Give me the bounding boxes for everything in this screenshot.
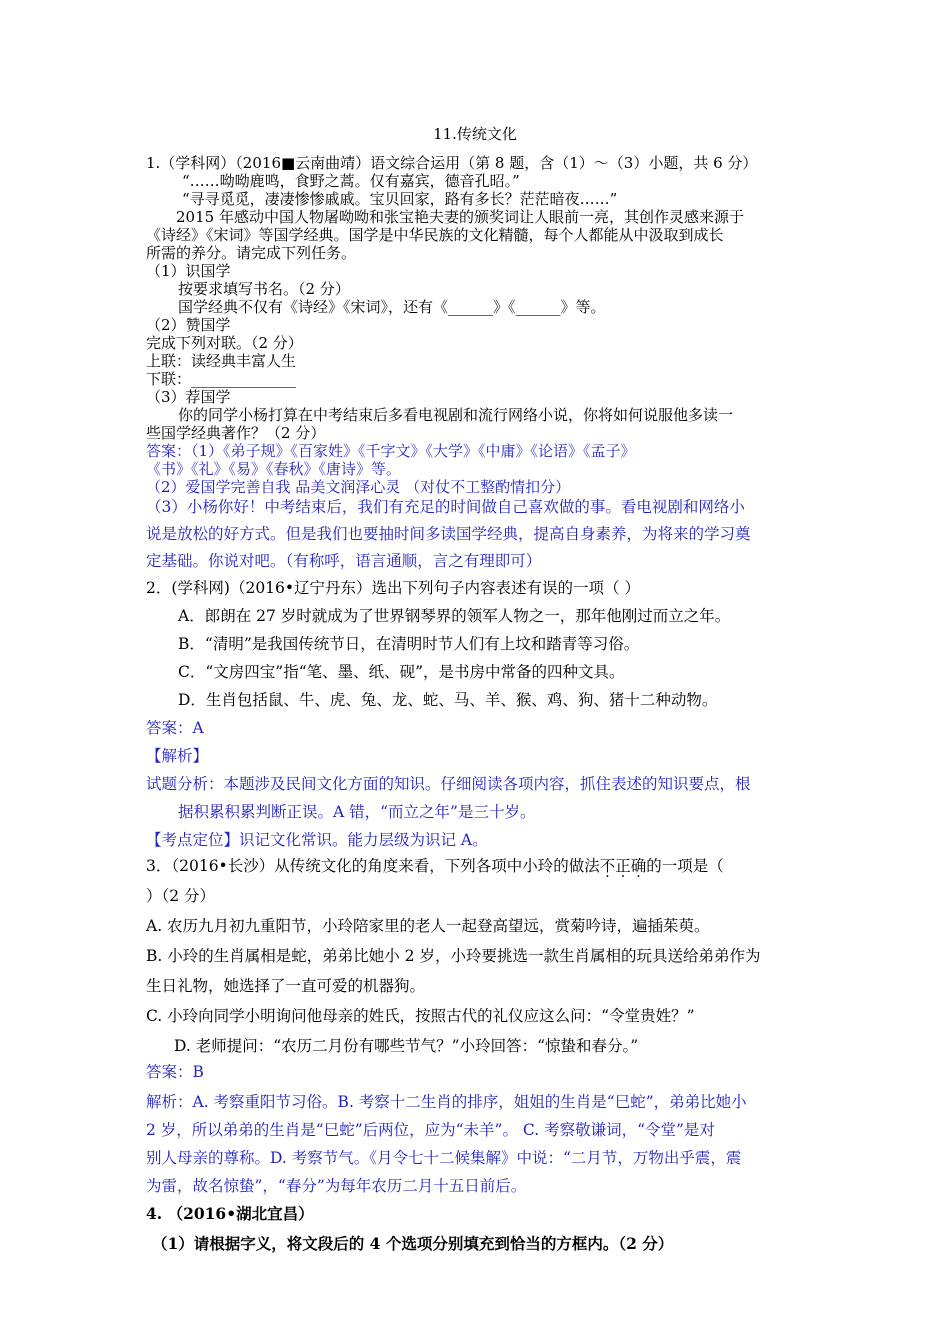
- q1-subtask-2-title: （2）赞国学: [146, 316, 231, 334]
- q1-subtask-1-instruction: 按要求填写书名。（2 分）: [178, 280, 350, 298]
- q1-answer-line-2: 《书》《礼》《易》《春秋》《唐诗》等。: [146, 460, 402, 478]
- q3-explanation-line-2: 2 岁，所以弟弟的生肖是“巳蛇”后两位，应为“未羊”。 C. 考察敬谦词，“令堂”是对: [146, 1121, 715, 1139]
- q1-subtask-3-line-2: 些国学经典著作？（2 分）: [146, 424, 326, 442]
- q1-answer-line-3: （2）爱国学完善自我 品美文润泽心灵 （对仗不工整酌情扣分）: [146, 478, 571, 496]
- q2-analysis-line-2: 据积累积累判断正误。A 错，“而立之年”是三十岁。: [178, 803, 536, 821]
- q1-subtask-3-line-1: 你的同学小杨打算在中考结束后多看电视剧和流行网络小说，你将如何说服他多读一: [178, 406, 734, 424]
- q2-option-d: D．生肖包括鼠、牛、虎、兔、龙、蛇、马、羊、猴、鸡、狗、猪十二种动物。: [178, 691, 718, 709]
- q1-subtask-3-title: （3）荐国学: [146, 388, 231, 406]
- q1-subtask-1-blank-line: 国学经典不仅有《诗经》《宋词》，还有《______》《______》等。: [178, 298, 606, 316]
- q2-option-b: B．“清明”是我国传统节日，在清明时节人们有上坟和踏青等习俗。: [178, 635, 640, 653]
- q1-paragraph-line-3: 所需的养分。请完成下列任务。: [146, 244, 357, 262]
- q3-option-a: A. 农历九月初九重阳节，小玲陪家里的老人一起登高望远，赏菊吟诗，遍插茱萸。: [146, 917, 710, 935]
- q2-answer: 答案：A: [146, 719, 204, 737]
- q3-option-b-line-2: 生日礼物，她选择了一直可爱的机器狗。: [146, 977, 426, 995]
- q1-paragraph-line-2: 《诗经》《宋词》等国学经典。国学是中华民族的文化精髓，每个人都能从中汲取到成长: [146, 226, 724, 244]
- q3-answer: 答案：B: [146, 1063, 204, 1081]
- q1-paragraph-line-1: 2015 年感动中国人物屠呦呦和张宝艳夫妻的颁奖词让人眼前一亮，其创作灵感来源于: [176, 208, 744, 226]
- q3-header-line-2: ）（2 分）: [146, 887, 216, 905]
- q1-subtask-1-title: （1）识国学: [146, 262, 231, 280]
- q3-header-line-1: [146, 856, 724, 876]
- q1-header: 1.（学科网）（2016■云南曲靖）语文综合运用（第 8 题，含（1）～（3）小题，共 6 分）: [146, 154, 758, 172]
- q3-explanation-line-1: 解析：A. 考察重阳节习俗。B. 考察十二生肖的排序，姐姐的生肖是“巳蛇”，弟弟比她小: [146, 1093, 747, 1111]
- q1-quote-2: “寻寻觅觅，凄凄惨惨戚戚。宝贝回家，路有多长？茫茫暗夜……”: [182, 190, 618, 208]
- q1-subtask-2-instruction: 完成下列对联。（2 分）: [146, 334, 303, 352]
- q1-answer-line-1: 答案：（1）《弟子规》《百家姓》《千字文》《大学》《中庸》《论语》《孟子》: [146, 442, 636, 460]
- q4-header: 4. （2016•湖北宜昌）: [146, 1204, 314, 1223]
- q1-answer-line-6: 定基础。你说对吧。（有称呼，语言通顺，言之有理即可）: [146, 552, 542, 570]
- q2-kaodian: 【考点定位】识记文化常识。能力层级为识记 A。: [146, 831, 488, 849]
- q3-header-part-b: 的一项是（: [646, 857, 724, 875]
- q1-couplet-lower: 下联：______________: [146, 370, 297, 388]
- q3-explanation-line-4: 为雷，故名惊蛰”，“春分”为每年农历二月十五日前后。: [146, 1177, 527, 1195]
- q3-option-b-line-1: B. 小玲的生肖属相是蛇，弟弟比她小 2 岁，小玲要挑选一款生肖属相的玩具送给弟弟作为: [146, 947, 761, 965]
- q2-analysis-tag: 【解析】: [146, 747, 209, 765]
- q2-analysis-line-1: 试题分析：本题涉及民间文化方面的知识。仔细阅读各项内容，抓住表述的知识要点，根: [146, 775, 751, 793]
- q1-answer-line-4: （3）小杨你好！中考结束后，我们有充足的时间做自己喜欢做的事。看电视剧和网络小: [146, 498, 745, 516]
- q3-option-c: C. 小玲向同学小明询问他母亲的姓氏，按照古代的礼仪应这么问：“令堂贵姓？”: [146, 1007, 695, 1025]
- q1-quote-1: “……呦呦鹿鸣，食野之蒿。仅有嘉宾，德音孔昭。”: [182, 172, 520, 190]
- q3-explanation-line-3: 别人母亲的尊称。D. 考察节气。《月令七十二候集解》中说：“二月节，万物出乎震，震: [146, 1149, 742, 1167]
- page-title: 11.传统文化: [433, 125, 517, 143]
- q1-answer-line-5: 说是放松的好方式。但是我们也要抽时间多读国学经典，提高自身素养，为将来的学习奠: [146, 525, 751, 543]
- q3-option-d: D. 老师提问：“农历二月份有哪些节气？”小玲回答：“惊蛰和春分。”: [174, 1037, 639, 1055]
- q3-header-part-a: 3．（2016•长沙）从传统文化的角度来看，下列各项中小玲的做法: [146, 857, 600, 875]
- q3-emphasis-text: 不正确: [599, 857, 647, 875]
- q1-couplet-upper: 上联：读经典丰富人生: [146, 352, 297, 370]
- q2-option-a: A．郎朗在 27 岁时就成为了世界钢琴界的领军人物之一，那年他刚过而立之年。: [178, 607, 731, 625]
- q4-subtask-1: （1）请根据字义，将文段后的 4 个选项分别填充到恰当的方框内。（2 分）: [152, 1234, 674, 1253]
- q2-header: 2．(学科网)（2016•辽宁丹东）选出下列句子内容表述有误的一项（ ）: [146, 579, 640, 597]
- q2-option-c: C．“文房四宝”指“笔、墨、纸、砚”，是书房中常备的四种文具。: [178, 663, 625, 681]
